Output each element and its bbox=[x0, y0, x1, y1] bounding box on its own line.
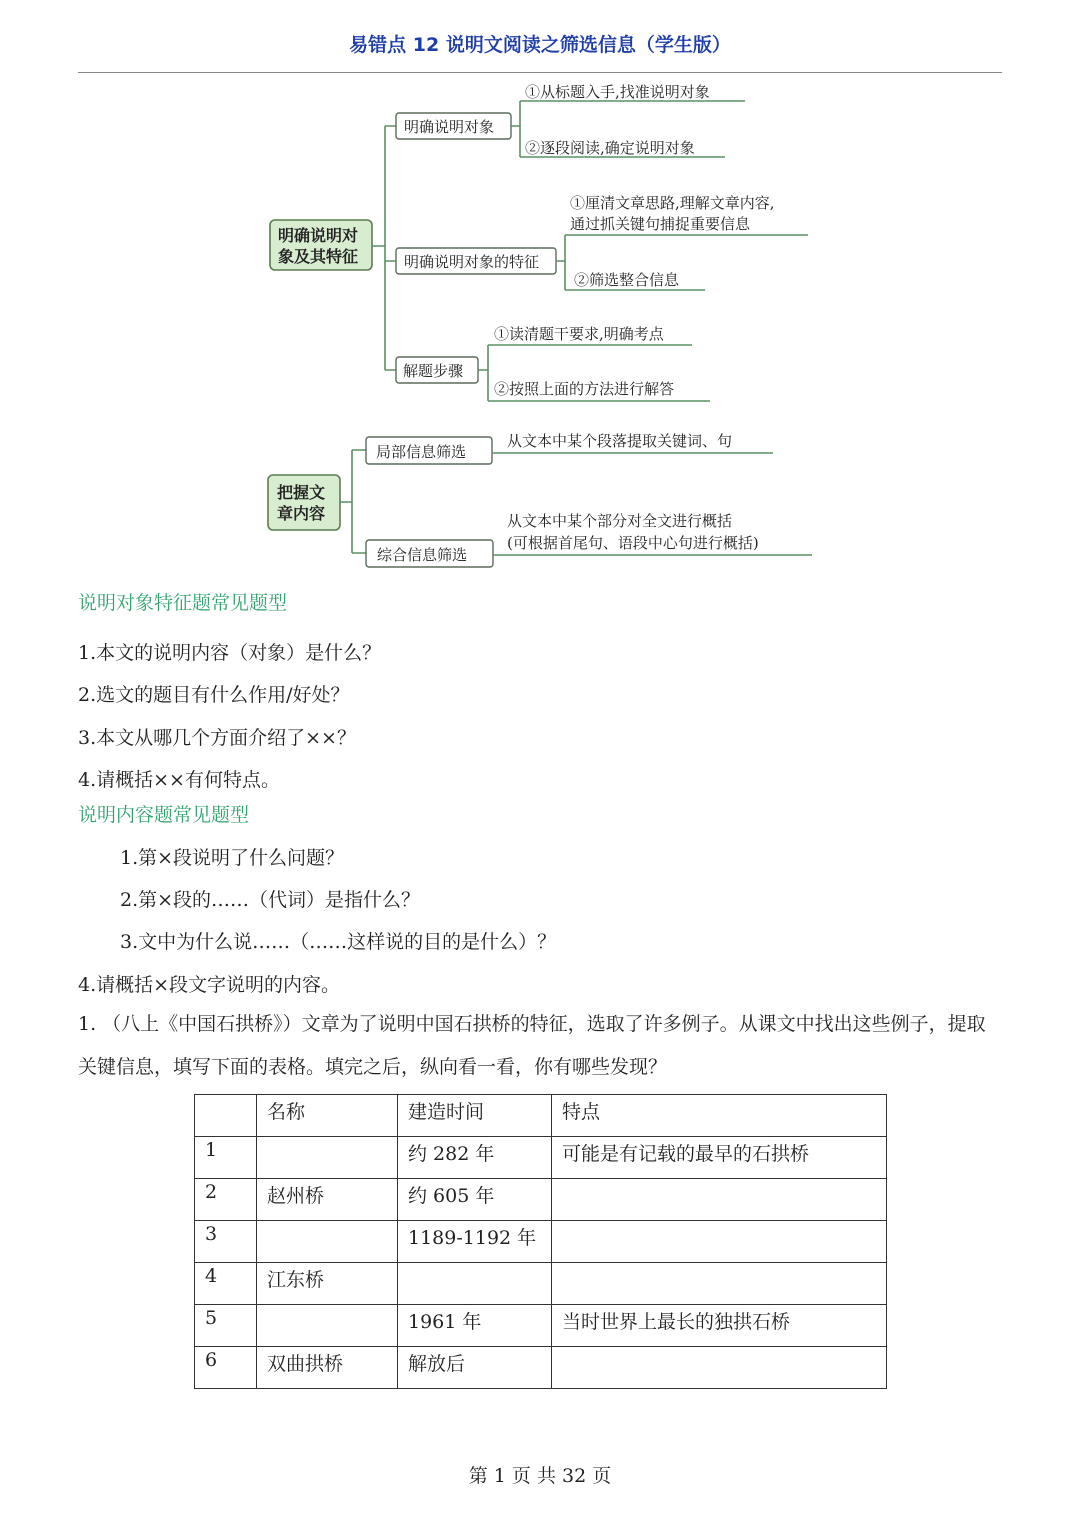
mindmap2-root-line1: 把握文 bbox=[277, 483, 326, 502]
section2-question-1: 1.第×段说明了什么问题？ bbox=[120, 847, 345, 869]
mindmap1-branch-2-label: 明确说明对象的特征 bbox=[404, 253, 540, 271]
table-cell bbox=[398, 1263, 552, 1305]
table-cell bbox=[257, 1221, 398, 1263]
mindmap1-branch-1-item-2: ②逐段阅读,确定说明对象 bbox=[525, 139, 695, 157]
table-header-row bbox=[195, 1095, 887, 1137]
table-cell: 双曲拱桥 bbox=[257, 1347, 398, 1389]
section1-question-3: 3.本文从哪几个方面介绍了××？ bbox=[78, 727, 356, 749]
section1-question-2: 2.选文的题目有什么作用/好处？ bbox=[78, 684, 350, 706]
table-cell: 1189-1192 年 bbox=[398, 1221, 552, 1263]
mindmap1-branch-1 bbox=[396, 83, 745, 157]
mindmap2-branch-1 bbox=[366, 432, 773, 464]
mindmap1-root-node bbox=[270, 220, 372, 270]
table-cell bbox=[552, 1347, 887, 1389]
table-row bbox=[195, 1137, 887, 1179]
mindmap2-trunk-connector bbox=[340, 450, 366, 553]
table-header-cell bbox=[195, 1095, 257, 1137]
mindmap2-branch-2-item-1-line2: (可根据首尾句、语段中心句进行概括) bbox=[507, 534, 759, 552]
table-cell: 赵州桥 bbox=[257, 1179, 398, 1221]
exercise-paragraph: 1. （八上《中国石拱桥》）文章为了说明中国石拱桥的特征，选取了许多例子。从课文中找出这些例子，提取关键信息，填写下面的表格。填完之后，纵向看一看，你有哪些发现？ bbox=[78, 1013, 986, 1078]
mindmap1-branch-2-item-2: ②筛选整合信息 bbox=[574, 271, 680, 289]
mind-map-diagram bbox=[0, 0, 1080, 580]
mindmap2-branch-1-item-1: 从文本中某个段落提取关键词、句 bbox=[507, 432, 733, 450]
table-header-cell: 特点 bbox=[552, 1095, 887, 1137]
mindmap2-branch-2 bbox=[366, 512, 812, 567]
table-cell bbox=[257, 1137, 398, 1179]
section2-question-2: 2.第×段的……（代词）是指什么？ bbox=[120, 889, 421, 911]
mindmap2-branch-2-item-1-line1: 从文本中某个部分对全文进行概括 bbox=[507, 512, 733, 530]
mindmap1-branch-3-item-1: ①读清题干要求,明确考点 bbox=[494, 325, 664, 343]
table-cell: 江东桥 bbox=[257, 1263, 398, 1305]
mindmap1-branch-3-label: 解题步骤 bbox=[403, 362, 464, 380]
section1-question-4: 4.请概括××有何特点。 bbox=[78, 769, 280, 791]
table-cell: 约 282 年 bbox=[398, 1137, 552, 1179]
page-footer-number: 第 1 页 共 32 页 bbox=[468, 1465, 612, 1487]
mindmap1-branch-2-item-1-line2: 通过抓关键句捕捉重要信息 bbox=[570, 215, 751, 233]
mindmap2-root-line2: 章内容 bbox=[277, 504, 326, 523]
mindmap1-branch-1-label: 明确说明对象 bbox=[404, 118, 495, 136]
table-row bbox=[195, 1263, 887, 1305]
mindmap1-root-line2: 象及其特征 bbox=[278, 247, 359, 266]
table-cell: 6 bbox=[195, 1347, 257, 1389]
table-cell: 2 bbox=[195, 1179, 257, 1221]
table-cell bbox=[552, 1221, 887, 1263]
table-cell: 解放后 bbox=[398, 1347, 552, 1389]
table-row bbox=[195, 1221, 887, 1263]
table-cell: 当时世界上最长的独拱石桥 bbox=[552, 1305, 887, 1347]
table-cell: 3 bbox=[195, 1221, 257, 1263]
table-cell bbox=[257, 1305, 398, 1347]
mindmap1-branch-3-item-2: ②按照上面的方法进行解答 bbox=[494, 380, 675, 398]
mindmap2-branch-2-label: 综合信息筛选 bbox=[377, 546, 468, 564]
mindmap2-branch-1-label: 局部信息筛选 bbox=[376, 443, 467, 461]
table-cell: 约 605 年 bbox=[398, 1179, 552, 1221]
section2-question-3: 3.文中为什么说……（……这样说的目的是什么）？ bbox=[120, 931, 557, 953]
mindmap1-root-line1: 明确说明对 bbox=[278, 226, 359, 245]
table-cell bbox=[552, 1179, 887, 1221]
mindmap1-branch-2-item-1-line1: ①厘清文章思路,理解文章内容, bbox=[570, 194, 775, 212]
table-row bbox=[195, 1179, 887, 1221]
table-cell: 4 bbox=[195, 1263, 257, 1305]
table-cell: 1961 年 bbox=[398, 1305, 552, 1347]
table-cell: 5 bbox=[195, 1305, 257, 1347]
table-cell bbox=[552, 1263, 887, 1305]
section-title-object-features: 说明对象特征题常见题型 bbox=[78, 592, 288, 614]
page-header-title: 易错点 12 说明文阅读之筛选信息（学生版） bbox=[349, 34, 731, 56]
table-header-cell: 名称 bbox=[257, 1095, 398, 1137]
mindmap2-root-node bbox=[268, 475, 340, 530]
mindmap1-branch-2 bbox=[396, 194, 808, 290]
table-cell: 可能是有记载的最早的石拱桥 bbox=[552, 1137, 887, 1179]
mindmap1-branch-3 bbox=[396, 325, 710, 401]
stone-bridge-table bbox=[194, 1094, 887, 1389]
mindmap1-trunk-connector bbox=[372, 126, 396, 370]
table-row bbox=[195, 1305, 887, 1347]
table-header-cell: 建造时间 bbox=[398, 1095, 552, 1137]
section2-question-4: 4.请概括×段文字说明的内容。 bbox=[78, 974, 341, 996]
mindmap1-branch-1-item-1: ①从标题入手,找准说明对象 bbox=[525, 83, 710, 101]
table-cell: 1 bbox=[195, 1137, 257, 1179]
section-title-content-types: 说明内容题常见题型 bbox=[78, 804, 250, 826]
section1-question-1: 1.本文的说明内容（对象）是什么？ bbox=[78, 642, 382, 664]
table-row bbox=[195, 1347, 887, 1389]
